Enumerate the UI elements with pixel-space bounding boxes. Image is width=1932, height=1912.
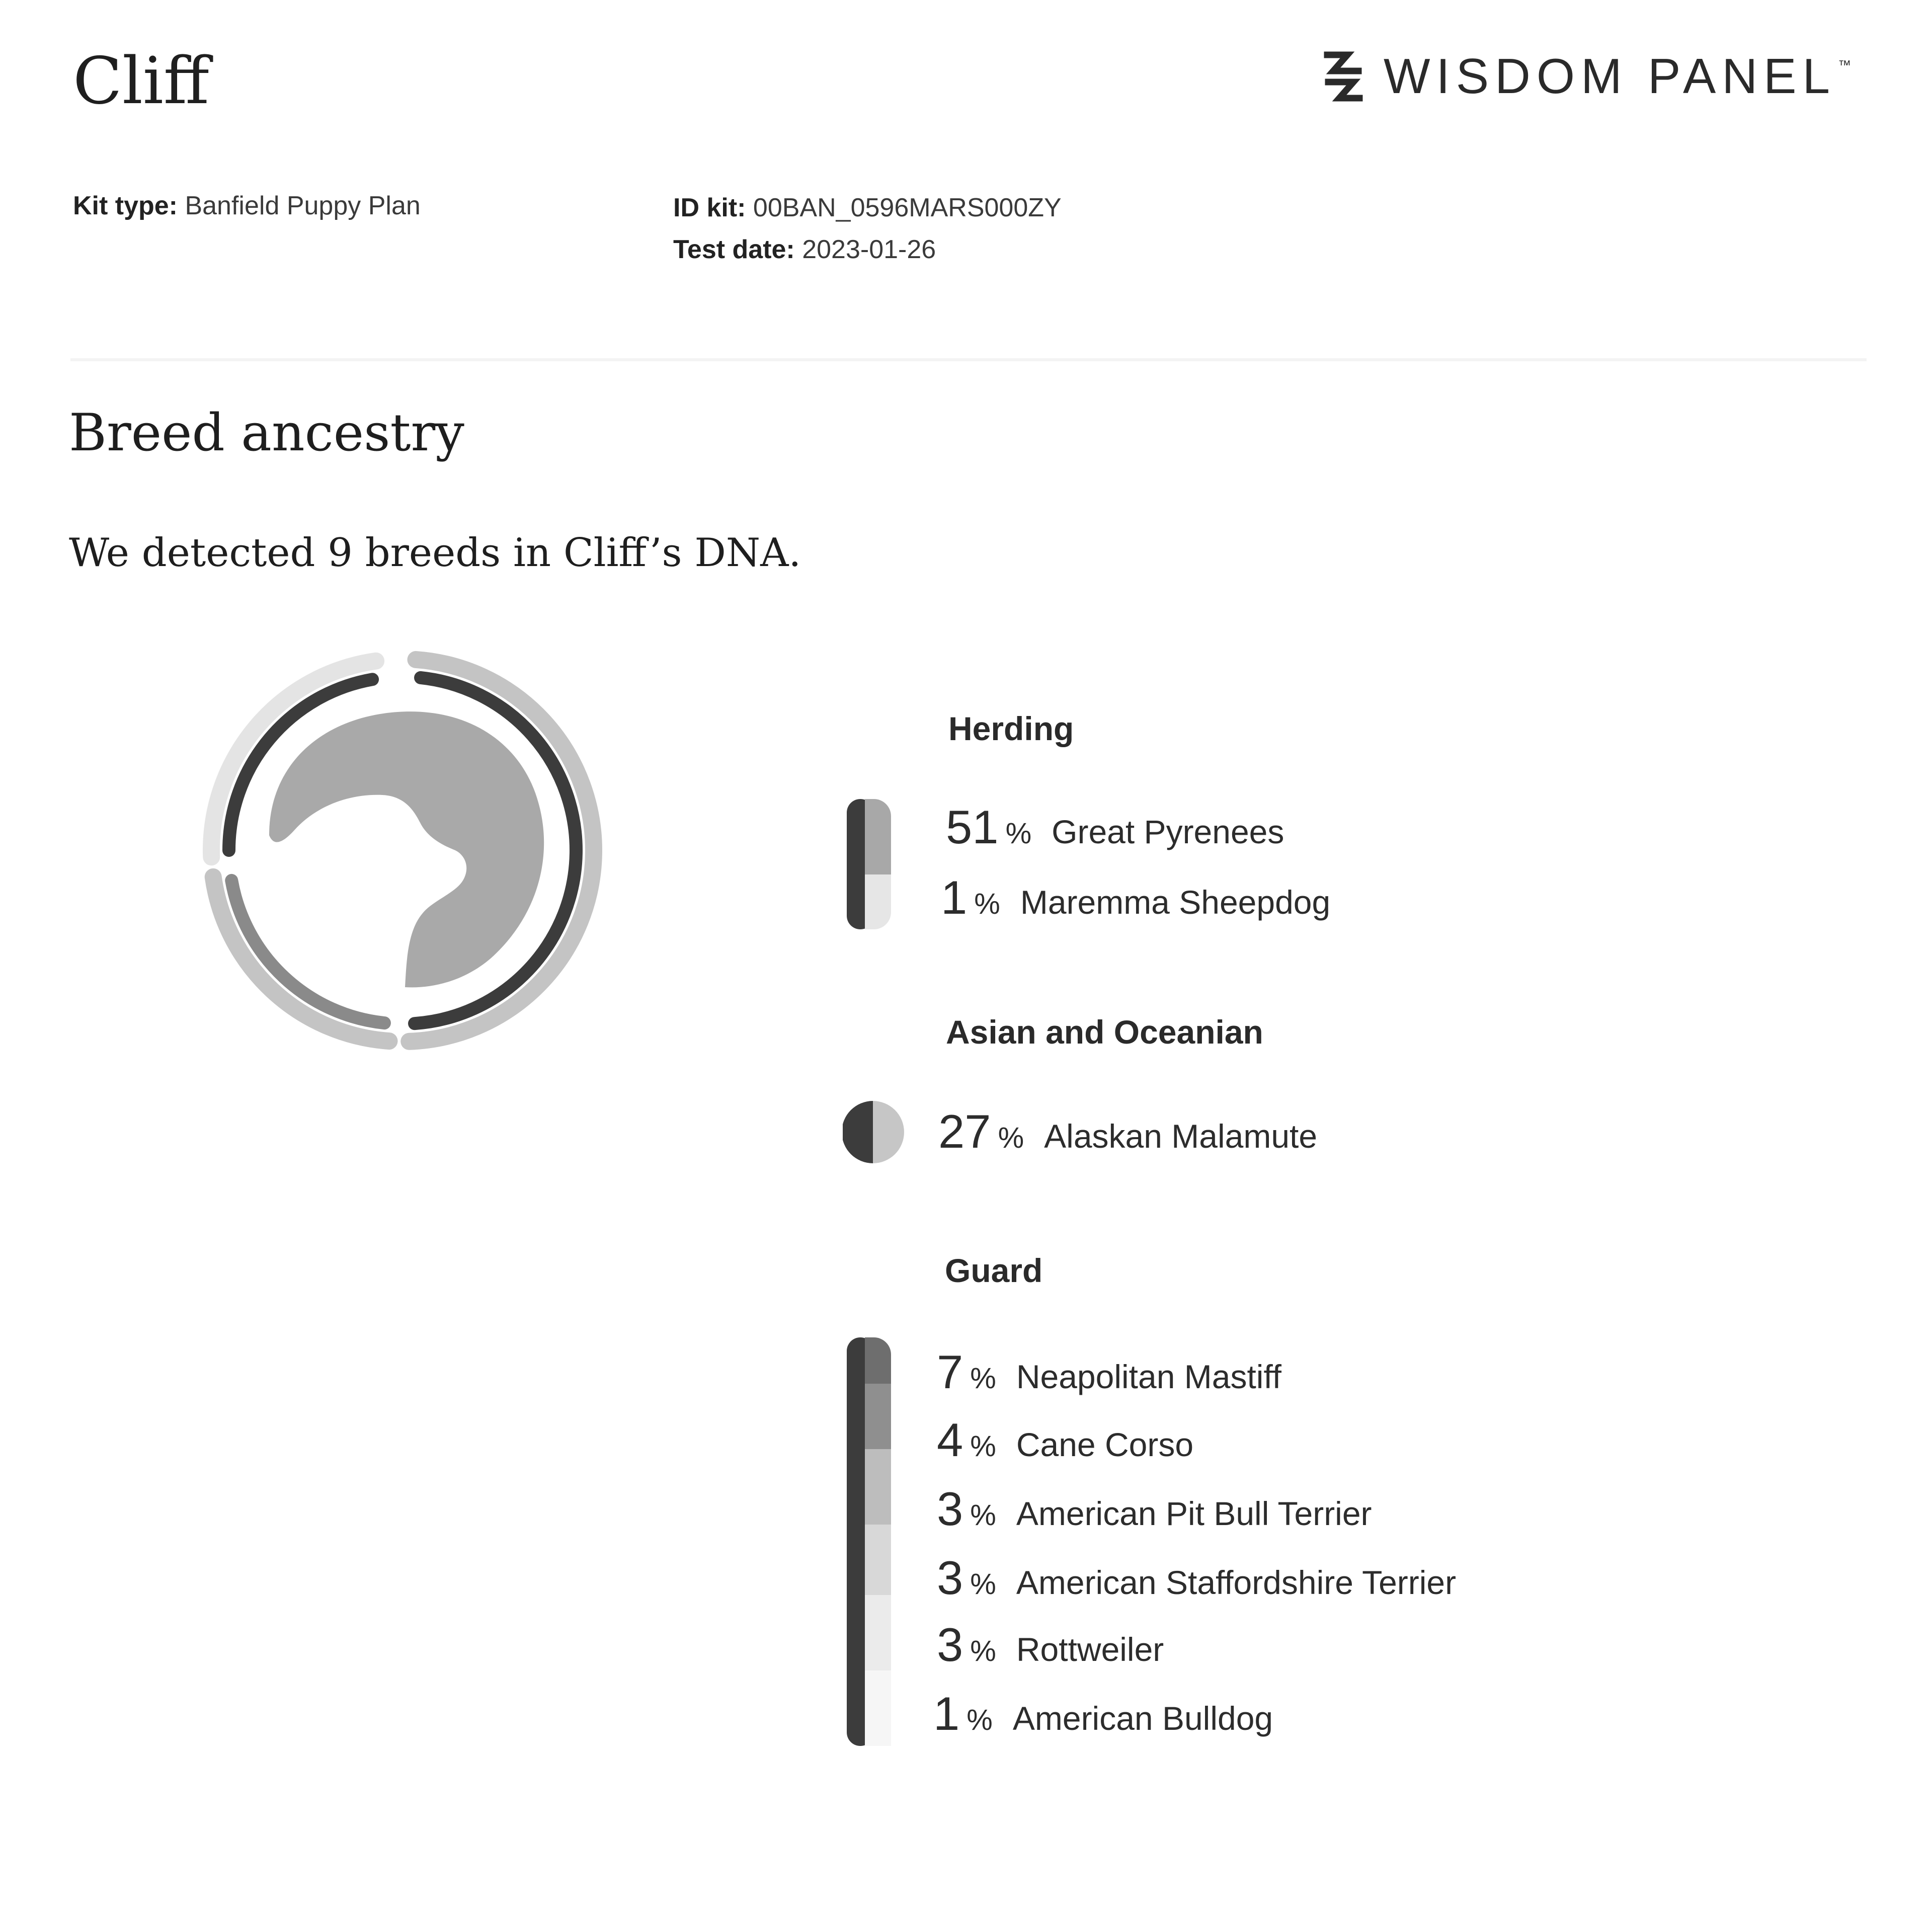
- wisdom-panel-logo-icon: [1318, 49, 1369, 104]
- guard-bar-staffordshire: [865, 1525, 891, 1595]
- test-date-line: [673, 229, 1062, 271]
- asian-bar-dark: [843, 1101, 873, 1163]
- percent-sign: %: [1005, 817, 1032, 850]
- breed-row: [941, 870, 1330, 925]
- breed-percent: 3: [937, 1482, 963, 1535]
- asian-oceanian-bar: [843, 1096, 908, 1169]
- breed-name: Neapolitan Mastiff: [1016, 1358, 1281, 1395]
- breed-name: American Pit Bull Terrier: [1016, 1495, 1372, 1532]
- group-label-herding: Herding: [948, 710, 1074, 747]
- logo-wordmark: WISDOM PANEL: [1384, 48, 1836, 104]
- breed-percent: 27: [938, 1105, 991, 1158]
- breed-row: [946, 800, 1284, 854]
- breed-row: [937, 1482, 1372, 1536]
- breed-row: [933, 1687, 1273, 1741]
- guard-bar-cane-corso: [865, 1384, 891, 1449]
- breed-name: Rottweiler: [1016, 1631, 1164, 1668]
- breed-percent: 3: [937, 1551, 963, 1604]
- breed-name: Alaskan Malamute: [1044, 1118, 1318, 1155]
- breed-percent: 7: [937, 1345, 963, 1398]
- breed-name: Maremma Sheepdog: [1020, 884, 1331, 921]
- percent-sign: %: [970, 1430, 996, 1463]
- percent-sign: %: [970, 1362, 996, 1395]
- kit-type-value: Banfield Puppy Plan: [185, 191, 421, 220]
- percent-sign: %: [970, 1568, 996, 1601]
- breed-row: [937, 1618, 1164, 1672]
- test-date-label: Test date:: [673, 235, 795, 265]
- breed-percent: 3: [937, 1618, 963, 1671]
- guard-bar: [843, 1333, 908, 1751]
- breed-name: Great Pyrenees: [1052, 813, 1284, 850]
- ancestry-donut-chart: [186, 634, 619, 1067]
- asian-bar-light: [873, 1101, 904, 1163]
- guard-bar-bulldog: [865, 1670, 891, 1746]
- percent-sign: %: [974, 888, 1000, 920]
- breed-row: [937, 1345, 1281, 1399]
- breed-row: [937, 1551, 1456, 1605]
- breed-percent: 51: [946, 801, 999, 853]
- breed-name: American Staffordshire Terrier: [1016, 1564, 1457, 1601]
- section-divider: [70, 358, 1867, 361]
- group-label-asian-oceanian: Asian and Oceanian: [946, 1013, 1263, 1051]
- breed-summary: We detected 9 breeds in Cliff’s DNA.: [69, 530, 801, 576]
- breed-row: [938, 1104, 1317, 1159]
- test-date-value: 2023-01-26: [802, 235, 936, 265]
- logo-trademark: ™: [1838, 57, 1852, 72]
- id-kit-value: 00BAN_0596MARS000ZY: [753, 193, 1062, 222]
- guard-bar-pit-bull: [865, 1449, 891, 1525]
- herding-bar-pale: [865, 874, 891, 929]
- pet-name-title: Cliff: [73, 44, 209, 119]
- breed-percent: 1: [941, 871, 968, 924]
- section-title: Breed ancestry: [69, 403, 464, 463]
- breed-row: [937, 1413, 1193, 1467]
- id-kit-line: [673, 187, 1062, 229]
- kit-type-info: [73, 185, 421, 227]
- guard-bar-neapolitan: [865, 1337, 891, 1384]
- percent-sign: %: [998, 1122, 1024, 1154]
- breed-name: American Bulldog: [1012, 1700, 1273, 1737]
- breed-name: Cane Corso: [1016, 1426, 1194, 1463]
- id-kit-label: ID kit:: [673, 193, 746, 222]
- percent-sign: %: [970, 1635, 996, 1667]
- donut-arc-asian-inner: [231, 881, 384, 1023]
- percent-sign: %: [970, 1499, 996, 1532]
- kit-id-info: [673, 187, 1062, 271]
- percent-sign: %: [967, 1704, 993, 1736]
- guard-bar-rottweiler: [865, 1595, 891, 1670]
- herding-bar: [843, 795, 908, 933]
- breed-percent: 4: [937, 1413, 963, 1466]
- herding-bar-maremma: [865, 799, 891, 874]
- wisdom-panel-logo: [1318, 48, 1851, 105]
- dog-silhouette-icon: [269, 711, 544, 987]
- group-label-guard: Guard: [945, 1252, 1043, 1289]
- breed-percent: 1: [933, 1687, 960, 1740]
- kit-type-label: Kit type:: [73, 191, 178, 220]
